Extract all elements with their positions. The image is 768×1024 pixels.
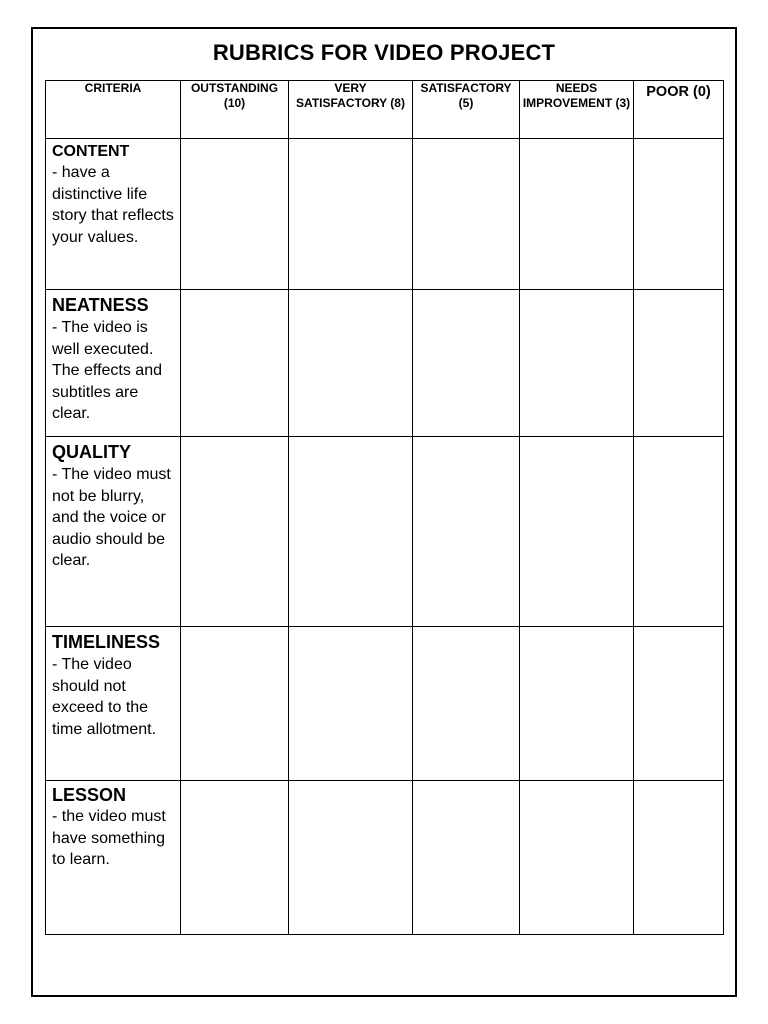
criteria-description: - The video should not exceed to the time allotment. (52, 656, 157, 738)
header-very-satisfactory: VERY SATISFACTORY (8) (289, 81, 413, 139)
table-row-quality (46, 437, 724, 627)
score-cell[interactable] (413, 627, 520, 781)
criteria-name: QUALITY (52, 442, 131, 462)
score-cell[interactable] (289, 781, 413, 935)
header-row (46, 81, 724, 139)
criteria-name: LESSON (52, 785, 127, 805)
criteria-description: - have a distinctive life story that reflects your values. (52, 164, 174, 246)
criteria-cell (46, 139, 181, 290)
score-cell[interactable] (634, 627, 724, 781)
table-row-neatness (46, 290, 724, 437)
document-title: RUBRICS FOR VIDEO PROJECT (212, 40, 556, 65)
header-criteria: CRITERIA (46, 81, 181, 139)
score-cell[interactable] (634, 437, 724, 627)
header-needs-improvement: NEEDS IMPROVEMENT (3) (520, 81, 634, 139)
score-cell[interactable] (520, 627, 634, 781)
score-cell[interactable] (520, 139, 634, 290)
score-cell[interactable] (634, 139, 724, 290)
criteria-cell (46, 781, 181, 935)
score-cell[interactable] (289, 437, 413, 627)
score-cell[interactable] (634, 290, 724, 437)
score-cell[interactable] (413, 437, 520, 627)
score-cell[interactable] (181, 437, 289, 627)
criteria-description: - the video must have something to learn. (52, 808, 166, 868)
score-cell[interactable] (181, 139, 289, 290)
score-cell[interactable] (520, 437, 634, 627)
score-cell[interactable] (413, 139, 520, 290)
score-cell[interactable] (289, 290, 413, 437)
criteria-name: CONTENT (52, 143, 130, 160)
criteria-name: TIMELINESS (52, 632, 161, 652)
score-cell[interactable] (289, 139, 413, 290)
header-poor: POOR (0) (634, 81, 724, 139)
criteria-cell (46, 290, 181, 437)
score-cell[interactable] (181, 781, 289, 935)
score-cell[interactable] (181, 627, 289, 781)
header-satisfactory: SATISFACTORY (5) (413, 81, 520, 139)
score-cell[interactable] (289, 627, 413, 781)
criteria-description: - The video is well executed. The effects and subtitles are clear. (52, 319, 162, 422)
score-cell[interactable] (520, 781, 634, 935)
score-cell[interactable] (520, 290, 634, 437)
table-row-content (46, 139, 724, 290)
header-outstanding: OUTSTANDING (10) (181, 81, 289, 139)
criteria-description: - The video must not be blurry, and the voice or audio should be clear. (52, 466, 171, 569)
score-cell[interactable] (413, 290, 520, 437)
criteria-cell (46, 627, 181, 781)
criteria-name: NEATNESS (52, 295, 149, 315)
score-cell[interactable] (181, 290, 289, 437)
criteria-cell (46, 437, 181, 627)
rubric-table (45, 80, 724, 935)
score-cell[interactable] (634, 781, 724, 935)
table-row-timeliness (46, 627, 724, 781)
score-cell[interactable] (413, 781, 520, 935)
table-row-lesson (46, 781, 724, 935)
